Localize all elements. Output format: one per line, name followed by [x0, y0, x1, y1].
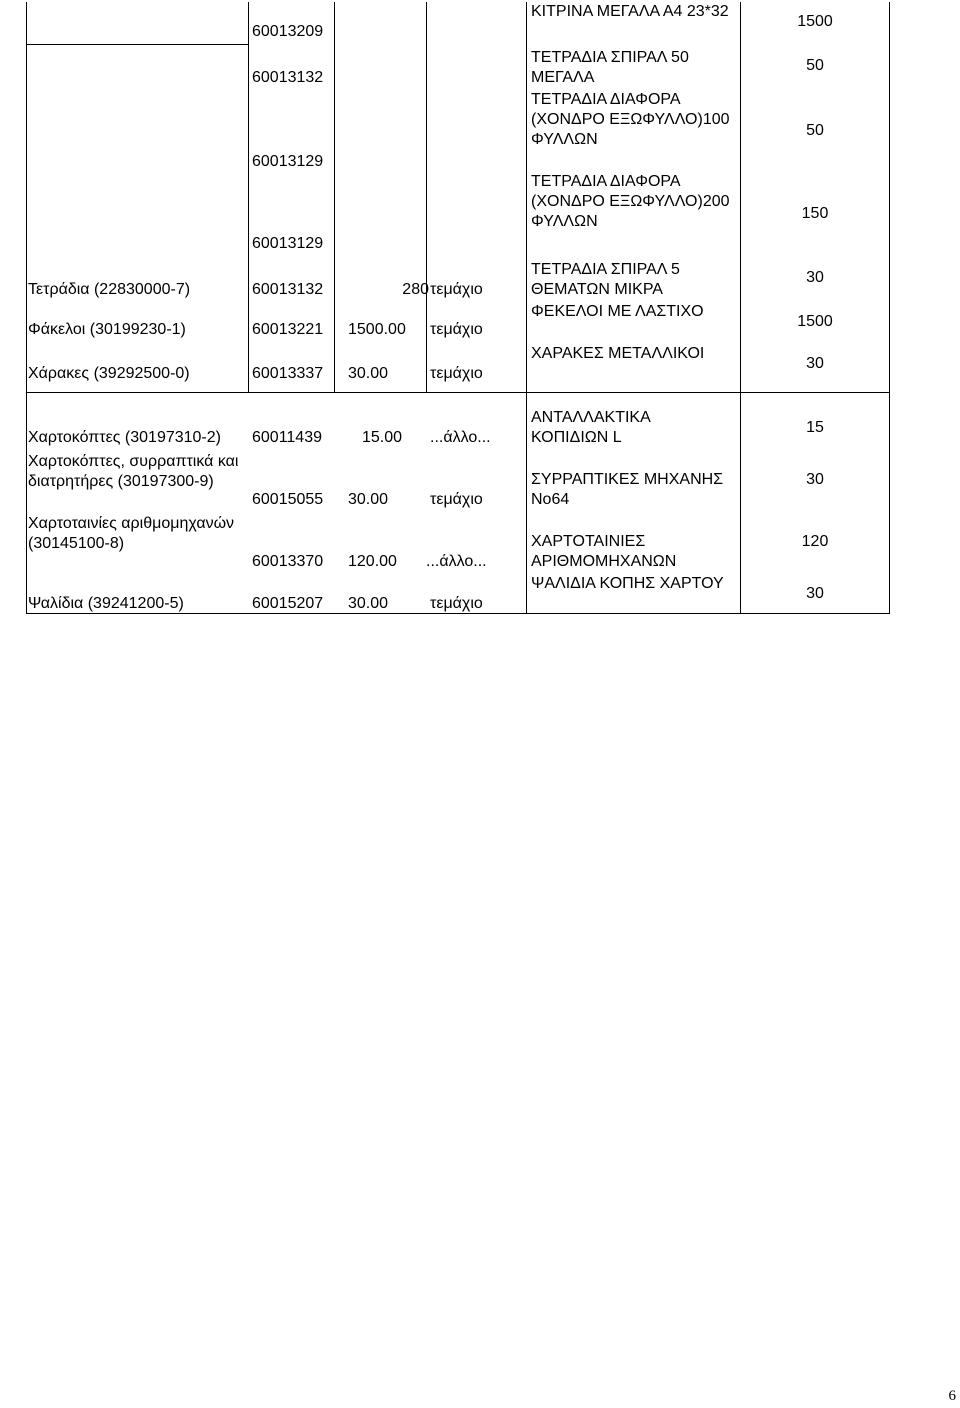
description-cell: ΦΕΚΕΛΟΙ ΜΕ ΛΑΣΤΙΧΟ — [531, 303, 704, 320]
unit-cell: τεμάχιο — [430, 321, 483, 338]
code-cell: 60015055 — [252, 491, 324, 508]
category-cell: Χαρτοκόπτες, συρραπτικά και διατρητήρες (30197300-9) — [28, 453, 239, 490]
amount-cell: 120 — [801, 533, 829, 550]
amount-cell: 30 — [806, 471, 824, 488]
quantity-cell: 30.00 — [348, 365, 389, 382]
category-cell: Χαρτοταινίες αριθμομηχανών (30145100-8) — [28, 515, 235, 552]
quantity-cell: 15.00 — [362, 429, 403, 446]
code-cell: 60013132 — [252, 281, 324, 298]
unit-cell: τεμάχιο — [430, 491, 483, 508]
amount-cell: 30 — [806, 269, 824, 286]
code-cell: 60013337 — [252, 365, 324, 382]
code-cell: 60013221 — [252, 321, 324, 338]
description-cell: ΣΥΡΡΑΠΤΙΚΕΣ ΜΗΧΑΝΗΣ Νο64 — [531, 471, 724, 508]
table-row — [26, 302, 890, 344]
table-row — [26, 90, 890, 172]
category-cell: Τετράδια (22830000-7) — [28, 281, 191, 298]
category-cell: Ψαλίδια (39241200-5) — [28, 595, 184, 612]
amount-cell: 15 — [806, 419, 824, 436]
quantity-cell: 280 — [402, 281, 429, 298]
table-row — [26, 512, 890, 574]
code-cell: 60013132 — [252, 69, 324, 86]
unit-cell: τεμάχιο — [430, 281, 483, 298]
rule-header — [26, 44, 248, 45]
category-cell: Χαρτοκόπτες (30197310-2) — [28, 429, 221, 446]
description-cell: ΑΝΤΑΛΛΑΚΤΙΚΑ ΚΟΠΙΔΙΩΝ L — [531, 409, 650, 446]
items-table — [26, 2, 890, 614]
amount-cell: 1500 — [797, 313, 833, 330]
amount-cell: 30 — [806, 585, 824, 602]
table-row — [26, 172, 890, 254]
description-cell: ΤΕΤΡΑΔΙΑ ΔΙΑΦΟΡΑ (ΧΟΝΔΡΟ ΕΞΩΦΥΛΛΟ)200 ΦΥΛΛΩΝ — [531, 173, 730, 230]
table-row — [26, 2, 890, 44]
code-cell: 60013129 — [252, 153, 324, 170]
table-row — [26, 574, 890, 614]
quantity-cell: 30.00 — [348, 491, 389, 508]
code-cell: 60013129 — [252, 235, 324, 252]
amount-cell: 150 — [801, 205, 829, 222]
category-cell: Χάρακες (39292500-0) — [28, 365, 190, 382]
table-row — [26, 450, 890, 512]
amount-cell: 30 — [806, 355, 824, 372]
quantity-cell: 1500.00 — [348, 321, 406, 338]
category-cell: Φάκελοι (30199230-1) — [28, 321, 186, 338]
description-cell: ΧΑΡΤΟΤΑΙΝΙΕΣ ΑΡΙΘΜΟΜΗΧΑΝΩΝ — [531, 533, 677, 570]
description-cell: ΚΙΤΡΙΝΑ ΜΕΓΑΛΑ Α4 23*32 — [531, 3, 729, 20]
code-cell: 60011439 — [252, 429, 322, 446]
unit-cell: τεμάχιο — [430, 365, 483, 382]
code-cell: 60013209 — [252, 23, 324, 40]
amount-cell: 50 — [806, 122, 824, 139]
table-row — [26, 406, 890, 450]
code-cell: 60013370 — [252, 553, 324, 570]
rule-section — [26, 392, 890, 393]
description-cell: ΨΑΛΙΔΙΑ ΚΟΠΗΣ ΧΑΡΤΟΥ — [531, 575, 724, 592]
description-cell: ΤΕΤΡΑΔΙΑ ΔΙΑΦΟΡΑ (ΧΟΝΔΡΟ ΕΞΩΦΥΛΛΟ)100 ΦΥΛΛΩΝ — [531, 91, 730, 148]
table-row — [26, 344, 890, 386]
code-cell: 60015207 — [252, 595, 324, 612]
page-number: 6 — [948, 1388, 956, 1404]
table-row — [26, 256, 890, 300]
quantity-cell: 120.00 — [348, 553, 397, 570]
description-cell: ΤΕΤΡΑΔΙΑ ΣΠΙΡΑΛ 5 ΘΕΜΑΤΩΝ ΜΙΚΡΑ — [531, 261, 680, 298]
table-row — [26, 46, 890, 88]
description-cell: ΧΑΡΑΚΕΣ ΜΕΤΑΛΛΙΚΟΙ — [531, 345, 705, 362]
description-cell: ΤΕΤΡΑΔΙΑ ΣΠΙΡΑΛ 50 ΜΕΓΑΛΑ — [531, 49, 689, 86]
quantity-cell: 30.00 — [348, 595, 389, 612]
amount-cell: 1500 — [797, 13, 833, 30]
unit-cell: ...άλλο... — [426, 553, 487, 570]
amount-cell: 50 — [806, 57, 824, 74]
unit-cell: ...άλλο... — [430, 429, 491, 446]
unit-cell: τεμάχιο — [430, 595, 483, 612]
